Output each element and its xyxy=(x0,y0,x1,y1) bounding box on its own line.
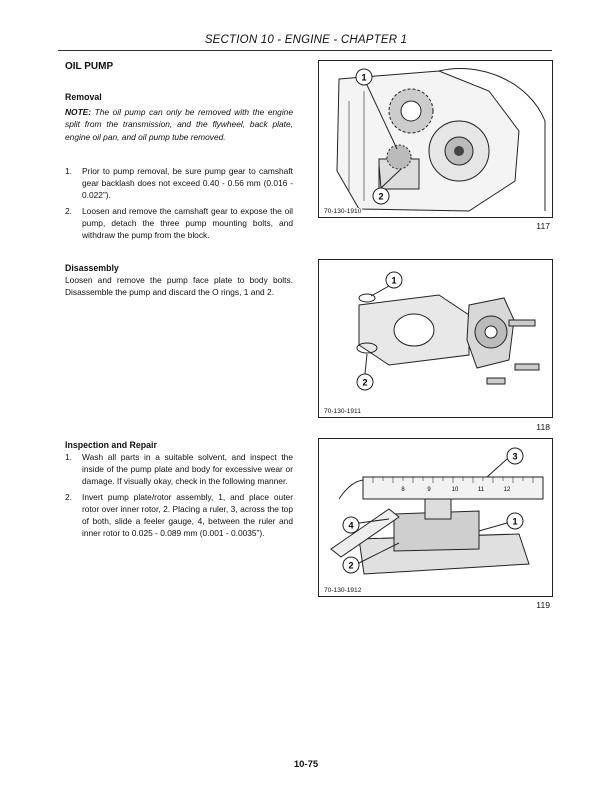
section-header: SECTION 10 - ENGINE - CHAPTER 1 xyxy=(204,34,408,46)
figure-number: 117 xyxy=(536,221,550,231)
step-text: Wash all parts in a suitable solvent, and inspect the inside of the pump plate and body for excessive wear or damage. If visually okay, check in the following manner. xyxy=(82,452,293,486)
step-number: 1. xyxy=(65,166,72,176)
step-number: 2. xyxy=(65,206,72,217)
callout-label: 1 xyxy=(391,275,397,286)
removal-note xyxy=(65,106,293,143)
engine-block-illustration xyxy=(319,61,552,217)
inspection-heading: Inspection and Repair xyxy=(65,440,157,450)
callout-label: 2 xyxy=(348,560,354,571)
note-text: The oil pump can only be removed with the engine split from the transmission, and the flywheel, back plate, engine oil pan, and oil pump tube removed. xyxy=(65,107,294,142)
ruler-mark: 10 xyxy=(451,487,459,493)
callout-label: 2 xyxy=(362,377,368,388)
figure-number: 118 xyxy=(536,422,550,432)
step-number: 2. xyxy=(65,492,72,503)
figure-118 xyxy=(318,259,553,418)
ruler-mark: 8 xyxy=(401,487,405,493)
inspection-step-1 xyxy=(65,452,293,487)
callout-label: 1 xyxy=(361,72,367,83)
step-text: Invert pump plate/rotor assembly, 1, and place outer rotor over inner rotor, 2. Placing a ruler, 3, across the top of both, slide a feeler gauge, 4, between the ruler and inner rotor to 0.025 - 0.089 mm (0.001 - 0.0035”). xyxy=(82,492,293,538)
callout-label: 3 xyxy=(512,451,518,462)
ruler xyxy=(363,477,543,499)
note-label: NOTE: xyxy=(65,107,92,117)
page-title: OIL PUMP xyxy=(65,61,114,72)
callout-label: 2 xyxy=(378,191,384,202)
rotor-clearance-illustration xyxy=(319,439,552,596)
pump-exploded-illustration xyxy=(319,260,552,417)
removal-step-1 xyxy=(65,166,293,201)
disassembly-heading: Disassembly xyxy=(65,263,119,273)
figure-117 xyxy=(318,60,553,218)
figure-code: 70-130-1912 xyxy=(324,587,362,594)
callout-label: 1 xyxy=(512,516,518,527)
figure-code: 70-130-1910 xyxy=(324,208,362,215)
figure-119 xyxy=(318,438,553,597)
inspection-step-2 xyxy=(65,492,293,539)
step-number: 1. xyxy=(65,452,72,462)
step-text: Loosen and remove the camshaft gear to expose the oil pump, detach the three pump mounting bolts, and withdraw the pump from the block. xyxy=(82,206,293,240)
removal-heading: Removal xyxy=(65,92,102,102)
disassembly-text: Loosen and remove the pump face plate to body bolts. Disassemble the pump and discard the O rings, 1 and 2. xyxy=(65,275,293,297)
removal-steps xyxy=(65,166,293,247)
page-number: 10-75 xyxy=(293,759,319,770)
ruler-mark: 12 xyxy=(503,487,511,493)
removal-step-2 xyxy=(65,206,293,241)
figure-number: 119 xyxy=(536,600,550,610)
header-rule xyxy=(58,50,552,51)
inspection-steps xyxy=(65,452,293,545)
figure-code: 70-130-1911 xyxy=(324,408,361,415)
callout-label: 4 xyxy=(348,520,354,531)
step-text: Prior to pump removal, be sure pump gear to camshaft gear backlash does not exceed 0.40 - 0.56 mm (0.016 - 0.022”). xyxy=(82,166,293,200)
ruler-mark: 9 xyxy=(427,487,431,493)
ruler-mark: 11 xyxy=(477,487,485,493)
